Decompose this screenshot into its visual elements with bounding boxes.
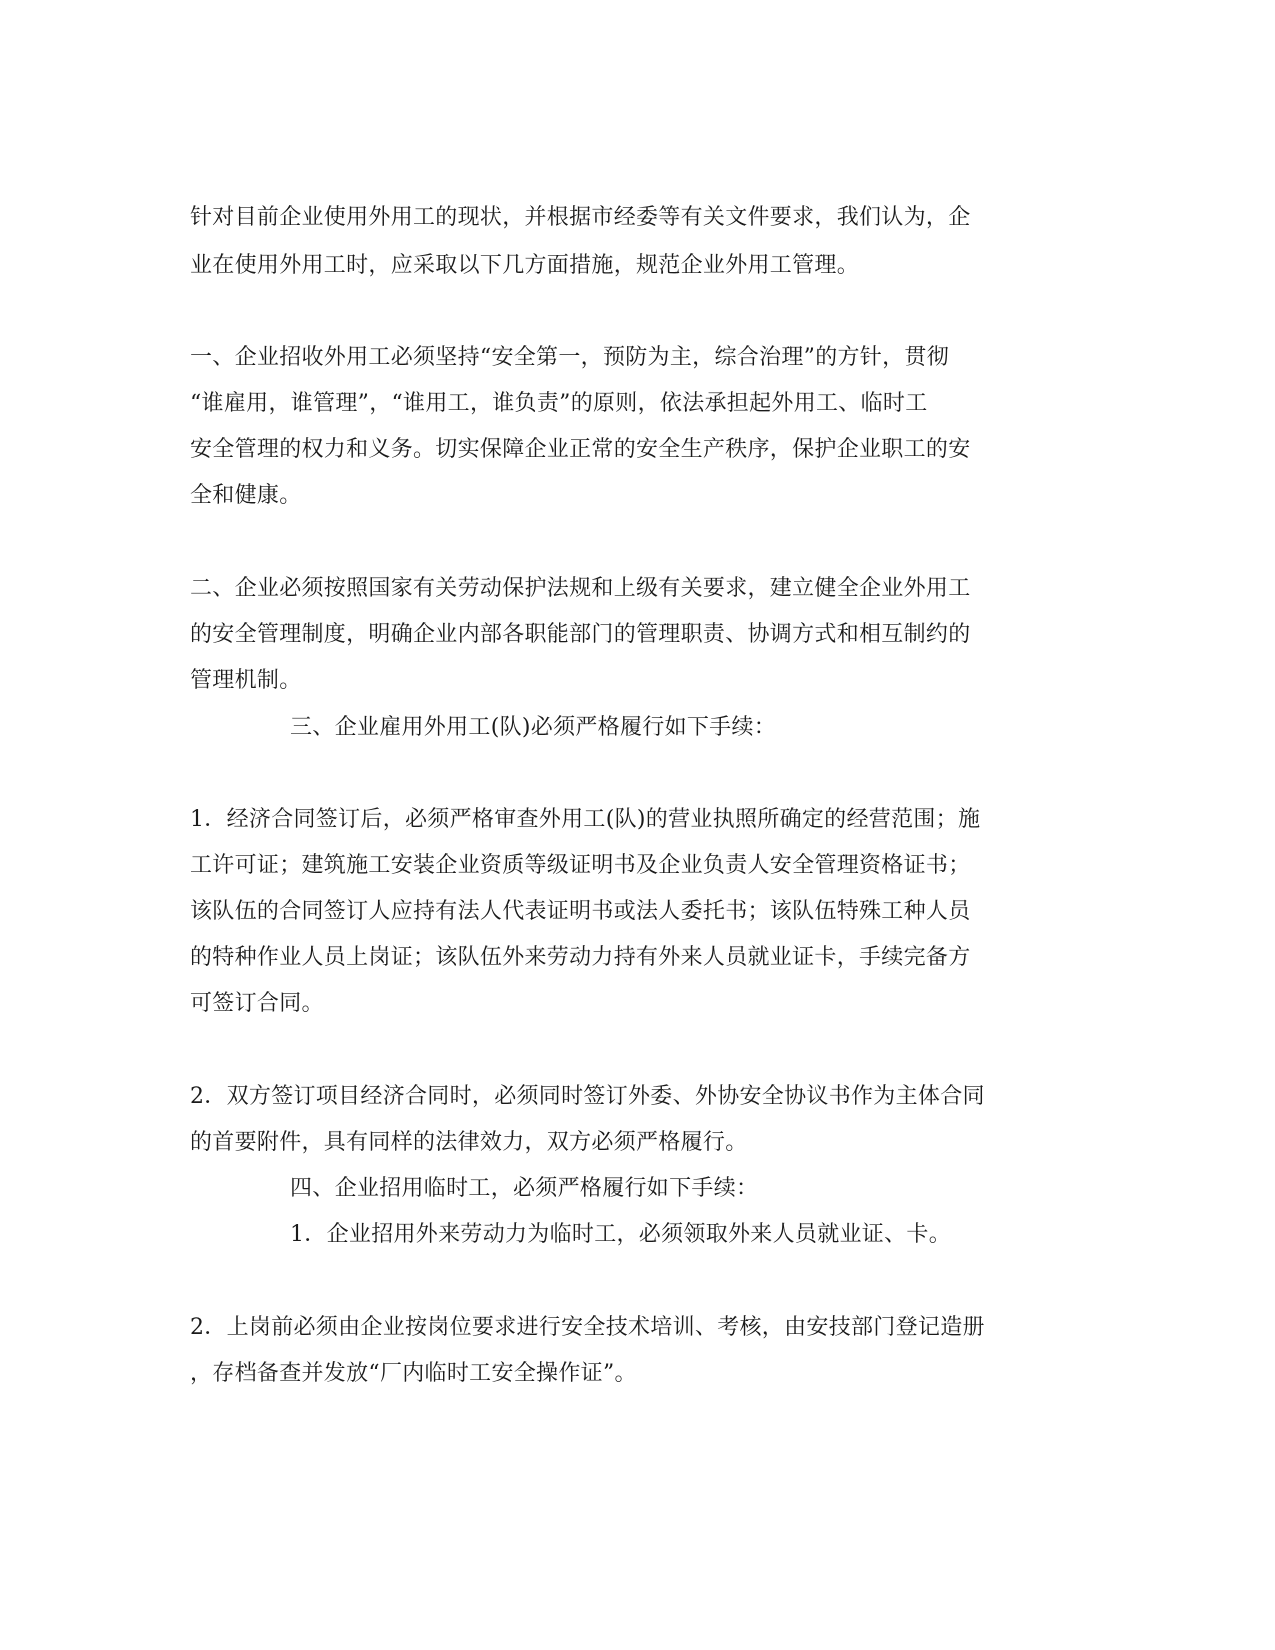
text-line: 2．上岗前必须由企业按岗位要求进行安全技术培训、考核，由安技部门登记造册 bbox=[190, 1315, 985, 1340]
text-line: 工许可证；建筑施工安装企业资质等级证明书及企业负责人安全管理资格证书； bbox=[190, 853, 971, 878]
text-line: “谁雇用，谁管理”，“谁用工，谁负责”的原则，依法承担起外用工、临时工 bbox=[190, 391, 928, 416]
text-line: 二、企业必须按照国家有关劳动保护法规和上级有关要求，建立健全企业外用工 bbox=[190, 576, 971, 601]
text-line: 四、企业招用临时工，必须严格履行如下手续： bbox=[290, 1176, 759, 1201]
text-line: 该队伍的合同签订人应持有法人代表证明书或法人委托书；该队伍特殊工种人员 bbox=[190, 899, 971, 924]
text-line: 的首要附件，具有同样的法律效力，双方必须严格履行。 bbox=[190, 1130, 748, 1155]
text-line: 2．双方签订项目经济合同时，必须同时签订外委、外协安全协议书作为主体合同 bbox=[190, 1084, 985, 1109]
text-line: 针对目前企业使用外用工的现状，并根据市经委等有关文件要求，我们认为，企 bbox=[190, 205, 971, 230]
text-line: ，存档备查并发放“厂内临时工安全操作证”。 bbox=[190, 1361, 637, 1386]
text-line: 1．经济合同签订后，必须严格审查外用工(队)的营业执照所确定的经营范围；施 bbox=[190, 807, 981, 832]
text-line: 业在使用外用工时，应采取以下几方面措施，规范企业外用工管理。 bbox=[190, 253, 860, 278]
text-line: 管理机制。 bbox=[190, 668, 302, 693]
text-line: 全和健康。 bbox=[190, 483, 302, 508]
text-line: 三、企业雇用外用工(队)必须严格履行如下手续： bbox=[290, 715, 777, 740]
text-line: 安全管理的权力和义务。切实保障企业正常的安全生产秩序，保护企业职工的安 bbox=[190, 437, 971, 462]
text-line: 的安全管理制度，明确企业内部各职能部门的管理职责、协调方式和相互制约的 bbox=[190, 622, 971, 647]
text-line: 的特种作业人员上岗证；该队伍外来劳动力持有外来人员就业证卡，手续完备方 bbox=[190, 945, 971, 970]
text-line: 1．企业招用外来劳动力为临时工，必须领取外来人员就业证、卡。 bbox=[290, 1222, 951, 1247]
text-line: 一、企业招收外用工必须坚持“安全第一，预防为主，综合治理”的方针，贯彻 bbox=[190, 345, 949, 370]
text-line: 可签订合同。 bbox=[190, 991, 324, 1016]
